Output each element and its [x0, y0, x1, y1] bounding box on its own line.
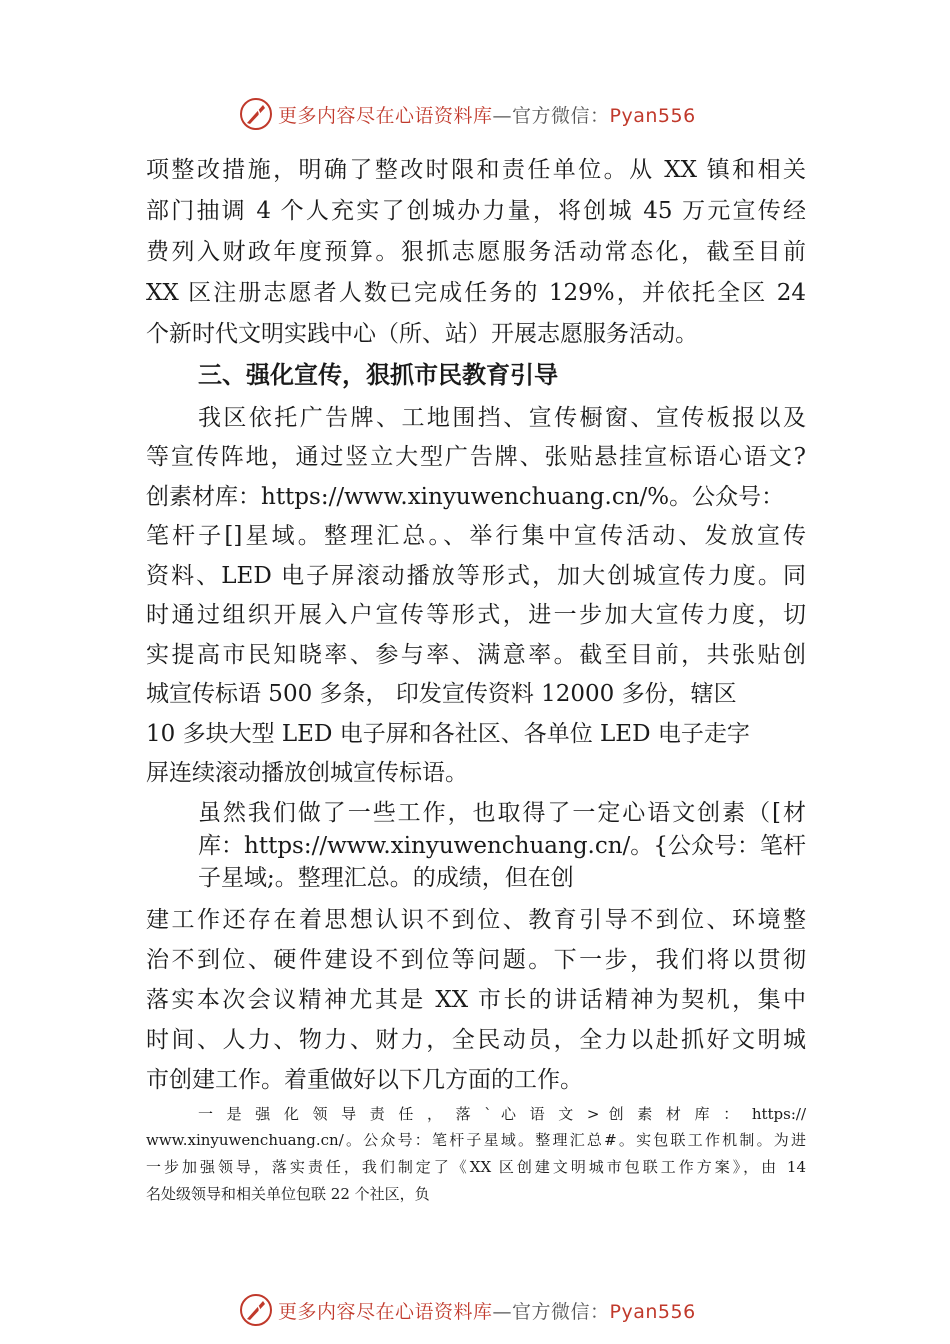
text-line: 屏连续滚动播放创城宣传标语。 — [146, 760, 468, 786]
text-line: 子星域;。整理汇总。的成绩，但在创 — [198, 865, 574, 891]
text-line: 等宣传阵地，通过竖立大型广告牌、张贴悬挂宣标语心语文? — [146, 444, 806, 470]
small-text-line: www.xinyuwenchuang.cn/。公众号：笔杆子星域。整理汇总#。实包联工作机制。为进 — [146, 1131, 806, 1149]
text-line: 时间、人力、物力、财力，全民动员，全力以赴抓好文明城 — [146, 1027, 806, 1053]
header-banner — [0, 92, 950, 136]
text-line: 资料、LED 电子屏滚动播放等形式，加大创城宣传力度。同 — [146, 563, 806, 589]
footer-banner — [0, 1288, 950, 1332]
small-text-line: 一步加强领导，落实责任，我们制定了《XX 区创建文明城市包联工作方案》，由 14 — [146, 1158, 806, 1176]
text-line: 创素材库：https://www.xinyuwenchuang.cn/%。公众号： — [146, 484, 785, 510]
banner-wechat-id: Pyan556 — [609, 105, 696, 127]
feather-pen-logo-icon — [238, 1292, 274, 1328]
text-line: 费列入财政年度预算。狠抓志愿服务活动常态化，截至目前 — [146, 239, 806, 265]
section-heading: 三、强化宣传，狠抓市民教育引导 — [198, 361, 558, 389]
banner-text-gray: —官方微信： — [492, 105, 610, 127]
text-line: 我区依托广告牌、工地围挡、宣传橱窗、宣传板报以及 — [198, 405, 806, 431]
text-line: 落实本次会议精神尤其是 XX 市长的讲话精神为契机，集中 — [146, 987, 806, 1013]
banner-text-gray: —官方微信： — [492, 1301, 610, 1323]
banner-text — [278, 1297, 696, 1324]
text-line: 库：https://www.xinyuwenchuang.cn/。{公众号：笔杆 — [198, 833, 806, 859]
banner-text-red: 更多内容尽在心语资料库 — [278, 1301, 493, 1323]
small-text-line: 一 是 强 化 领 导 责 任 ， 落 ` 心 语 文 > 创 素 材 库 ： https:// — [198, 1105, 806, 1123]
feather-pen-logo-icon — [238, 96, 274, 132]
text-line: 建工作还存在着思想认识不到位、教育引导不到位、环境整 — [146, 907, 806, 933]
text-line: 部门抽调 4 个人充实了创城办力量，将创城 45 万元宣传经 — [146, 198, 806, 224]
small-text-line: 名处级领导和相关单位包联 22 个社区，负 — [146, 1185, 430, 1203]
text-line: 10 多块大型 LED 电子屏和各社区、各单位 LED 电子走字 — [146, 721, 750, 747]
text-line: 笔杆子[]星域。整理汇总。、举行集中宣传活动、发放宣传 — [146, 523, 806, 549]
text-line: 时通过组织开展入户宣传等形式，进一步加大宣传力度，切 — [146, 602, 806, 628]
text-line: 虽然我们做了一些工作，也取得了一定心语文创素（[材 — [198, 800, 806, 826]
text-line: 城宣传标语 500 多条， 印发宣传资料 12000 多份，辖区 — [146, 681, 737, 707]
banner-wechat-id: Pyan556 — [609, 1301, 696, 1323]
text-line: 项整改措施，明确了整改时限和责任单位。从 XX 镇和相关 — [146, 157, 806, 183]
text-line: 实提高市民知晓率、参与率、满意率。截至目前，共张贴创 — [146, 642, 806, 668]
text-line: 个新时代文明实践中心（所、站）开展志愿服务活动。 — [146, 321, 698, 347]
text-line: 治不到位、硬件建设不到位等问题。下一步，我们将以贯彻 — [146, 947, 806, 973]
banner-text-red: 更多内容尽在心语资料库 — [278, 105, 493, 127]
banner-text — [278, 101, 696, 128]
text-line: XX 区注册志愿者人数已完成任务的 129%，并依托全区 24 — [146, 280, 806, 306]
text-line: 市创建工作。着重做好以下几方面的工作。 — [146, 1067, 583, 1093]
